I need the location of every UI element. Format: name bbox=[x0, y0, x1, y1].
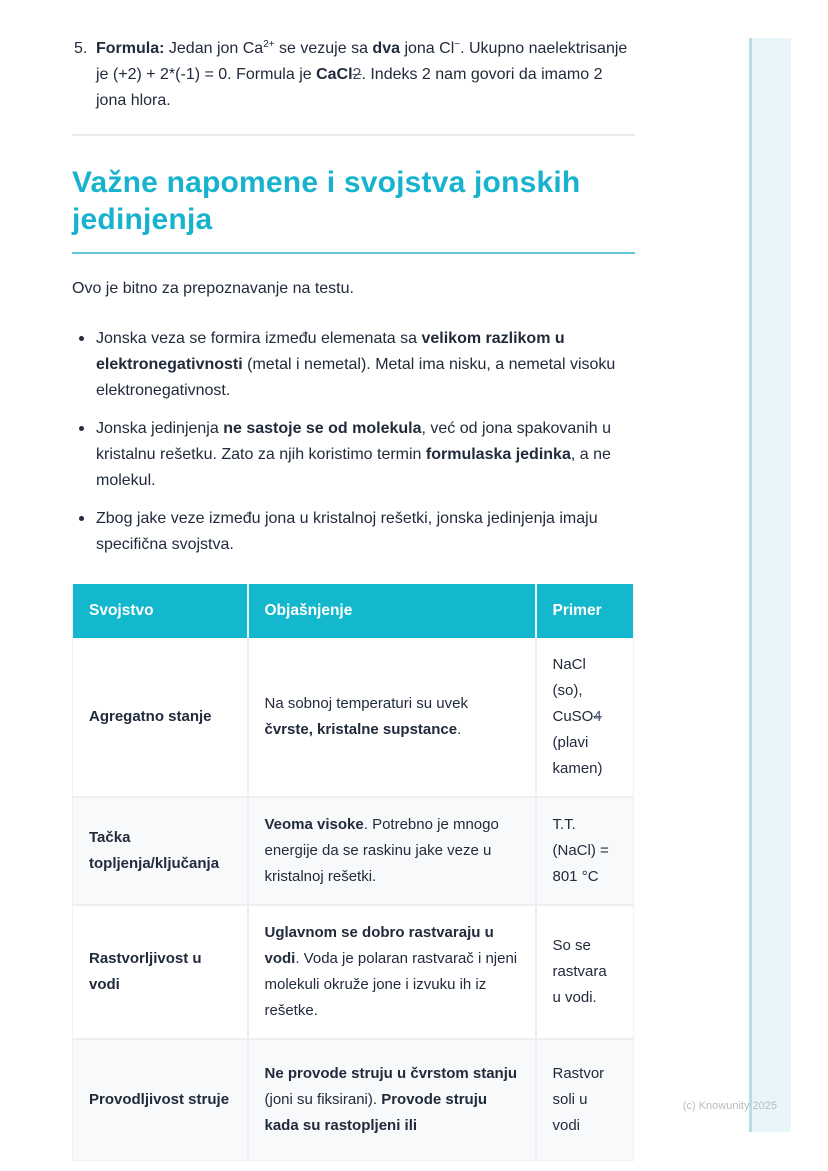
cell-example: Rastvor soli u vodi bbox=[536, 1039, 634, 1160]
cell-property: Agregatno stanje bbox=[73, 638, 248, 797]
bullet-marker bbox=[72, 416, 96, 494]
heading-underline bbox=[72, 252, 635, 254]
numbered-list-item bbox=[72, 36, 635, 114]
column-header-example: Primer bbox=[536, 584, 634, 638]
table-row bbox=[73, 905, 634, 1039]
copyright-watermark: (c) Knowunity 2025 bbox=[682, 1100, 777, 1112]
table-header-row bbox=[73, 584, 634, 638]
cell-property: Rastvorljivost u vodi bbox=[73, 905, 248, 1039]
section-divider bbox=[72, 134, 635, 136]
bullet-text: Jonska veza se formira između elemenata sa velikom razlikom u elektronegativnosti (metal i nemetal). Metal ima nisku, a nemetal visoku elektronegativnost. bbox=[96, 330, 616, 399]
bullet-marker bbox=[72, 506, 96, 558]
column-header-explanation: Objašnjenje bbox=[248, 584, 536, 638]
bullet-list bbox=[72, 326, 635, 558]
page-title: Važne napomene i svojstva jonskih jedinjenja bbox=[72, 166, 581, 236]
cell-explanation: Veoma visoke. Potrebno je mnogo energije da se raskinu jake veze u kristalnoj rešetki. bbox=[248, 797, 536, 905]
table-row bbox=[73, 797, 634, 905]
document-content bbox=[72, 0, 635, 1161]
bullet-marker bbox=[72, 326, 96, 404]
cell-explanation: Ne provode struju u čvrstom stanju (joni su fiksirani). Provode struju kada su rastopljeni ili bbox=[248, 1039, 536, 1160]
bullet-text: Jonska jedinjenja ne sastoje se od molekula, već od jona spakovanih u kristalnu rešetku. Zato za njih koristimo termin formulaska jedinka, a ne molekul. bbox=[96, 420, 611, 489]
properties-table bbox=[72, 584, 634, 1161]
table-row bbox=[73, 638, 634, 797]
cell-example: T.T. (NaCl) = 801 °C bbox=[536, 797, 634, 905]
cell-example: So se rastvara u vodi. bbox=[536, 905, 634, 1039]
column-header-property: Svojstvo bbox=[73, 584, 248, 638]
bullet-text: Zbog jake veze između jona u kristalnoj rešetki, jonska jedinjenja imaju specifična svojstva. bbox=[96, 510, 598, 553]
bullet-item bbox=[72, 416, 635, 494]
bullet-item bbox=[72, 506, 635, 558]
cell-property: Provodljivost struje bbox=[73, 1039, 248, 1160]
bullet-item bbox=[72, 326, 635, 404]
cell-example: NaCl (so), CuSO4 (plavi kamen) bbox=[536, 638, 634, 797]
cell-explanation: Uglavnom se dobro rastvaraju u vodi. Voda je polaran rastvarač i njeni molekuli okruže jone i izvuku ih iz rešetke. bbox=[248, 905, 536, 1039]
list-item-number: 5. bbox=[74, 40, 88, 57]
list-item-text: Formula: Jedan jon $Ca^{2+}$ se vezuje sa dva jona Cl−. Ukupno naelektrisanje je (+2) + 2*(-1) = 0. Formula je CaCl2. Indeks 2 nam govori da imamo 2 jona hlora. bbox=[96, 39, 628, 109]
table-row bbox=[73, 1039, 634, 1160]
page-edge-strip bbox=[749, 38, 791, 1132]
cell-property: Tačka topljenja/ključanja bbox=[73, 797, 248, 905]
intro-paragraph: Ovo je bitno za prepoznavanje na testu. bbox=[72, 280, 354, 297]
cell-explanation: Na sobnoj temperaturi su uvek čvrste, kristalne supstance. bbox=[248, 638, 536, 797]
